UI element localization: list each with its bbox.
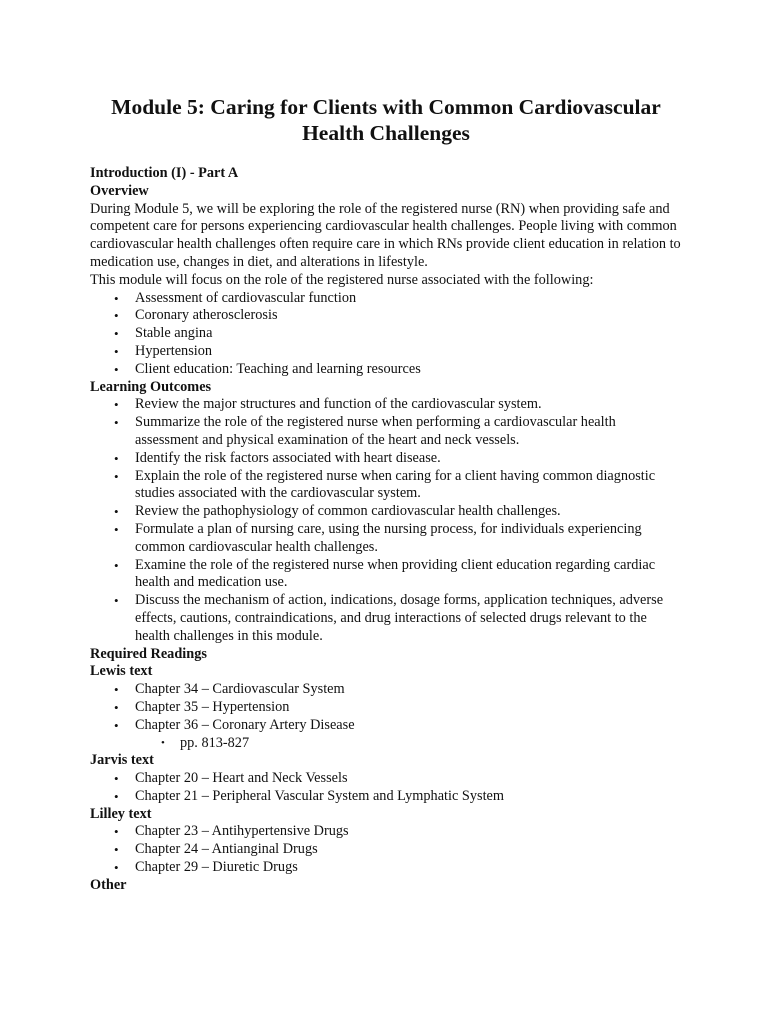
page-title: [90, 94, 682, 146]
list-item-label: Chapter 36 – Coronary Artery Disease: [135, 716, 355, 733]
list-item: • Discuss the mechanism of action, indications, dosage forms, application techniques, adverse effects, cautions, contraindications, and drug interactions of selected drugs relevant to the health challenges in this module.: [135, 592, 682, 645]
overview-heading: Overview: [90, 182, 149, 199]
list-item: • Examine the role of the registered nurse when providing client education regarding cardiac health and medication use.: [135, 557, 682, 593]
document-page: [90, 94, 682, 895]
list-item: • Identify the risk factors associated with heart disease.: [135, 450, 682, 468]
list-item: • Formulate a plan of nursing care, using the nursing process, for individuals experiencing common cardiovascular health challenges.: [135, 521, 682, 557]
list-item: • Chapter 21 – Peripheral Vascular System and Lymphatic System: [135, 788, 682, 806]
list-item: • Chapter 24 – Antianginal Drugs: [135, 841, 682, 859]
list-item: • Client education: Teaching and learning resources: [135, 361, 682, 379]
page-title-line-2: Health Challenges: [302, 121, 470, 145]
list-item: [135, 717, 682, 753]
list-item: • Chapter 35 – Hypertension: [135, 699, 682, 717]
list-item: • Coronary atherosclerosis: [135, 307, 682, 325]
list-item: • Assessment of cardiovascular function: [135, 290, 682, 308]
lewis-text-heading: Lewis text: [90, 663, 153, 680]
list-item: • Hypertension: [135, 343, 682, 361]
list-item: • Chapter 23 – Antihypertensive Drugs: [135, 823, 682, 841]
page-title-line-1: Module 5: Caring for Clients with Common Cardiovascular: [111, 95, 661, 119]
focus-list: [90, 290, 682, 379]
list-item: • Chapter 20 – Heart and Neck Vessels: [135, 770, 682, 788]
list-item: • Chapter 34 – Cardiovascular System: [135, 681, 682, 699]
list-item: • pp. 813-827: [180, 735, 682, 753]
lewis-readings-list: [90, 681, 682, 752]
learning-outcomes-list: [90, 396, 682, 645]
jarvis-text-heading: Jarvis text: [90, 752, 154, 769]
jarvis-readings-list: [90, 770, 682, 806]
overview-paragraph: During Module 5, we will be exploring the role of the registered nurse (RN) when providing safe and competent care for persons experiencing cardiovascular health challenges. People living with common cardiovascular health challenges often require care in which RNs provide client education in relation to medication use, changes in diet, and alterations in lifestyle.: [90, 200, 681, 270]
learning-outcomes-heading: Learning Outcomes: [90, 378, 212, 395]
list-item: • Review the major structures and function of the cardiovascular system.: [135, 396, 682, 414]
focus-paragraph: This module will focus on the role of the registered nurse associated with the following:: [90, 271, 594, 288]
list-item: • Stable angina: [135, 325, 682, 343]
list-item: • Chapter 29 – Diuretic Drugs: [135, 859, 682, 877]
list-item: • Explain the role of the registered nurse when caring for a client having common diagnostic studies associated with the cardiovascular system.: [135, 468, 682, 504]
list-item: • Summarize the role of the registered nurse when performing a cardiovascular health assessment and physical examination of the heart and neck vessels.: [135, 414, 682, 450]
list-item: • Review the pathophysiology of common cardiovascular health challenges.: [135, 503, 682, 521]
lilley-readings-list: [90, 823, 682, 876]
required-readings-heading: Required Readings: [90, 645, 207, 662]
lilley-text-heading: Lilley text: [90, 805, 152, 822]
lewis-sub-list: [135, 735, 682, 753]
other-heading: Other: [90, 876, 127, 893]
intro-heading: Introduction (I) - Part A: [90, 165, 239, 181]
